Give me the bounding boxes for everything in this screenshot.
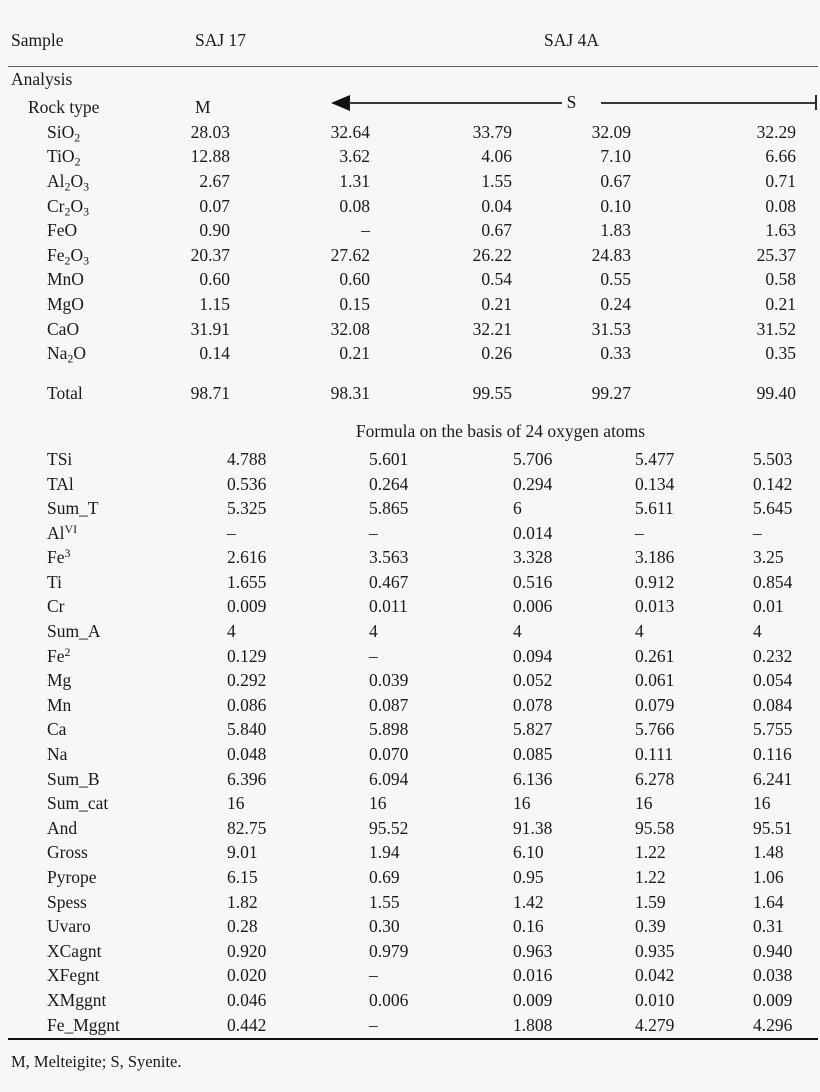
row-label: MgO (47, 293, 84, 314)
cell-value: 3.62 (339, 146, 370, 167)
table-row (8, 693, 818, 718)
row-label: Ti (47, 571, 62, 592)
cell-value: 1.55 (481, 170, 512, 191)
table-row (8, 890, 818, 915)
table-row (8, 120, 818, 145)
cell-value: 4 (753, 621, 762, 642)
cell-value: 25.37 (756, 244, 797, 265)
cell-value: – (753, 522, 762, 543)
cell-value: 0.35 (765, 343, 797, 364)
cell-value: – (227, 522, 236, 543)
cell-value: 0.979 (369, 940, 409, 961)
row-label: Fe$^3$ (47, 546, 71, 568)
cell-value: 0.33 (600, 343, 631, 364)
cell-value: 0.71 (765, 170, 797, 191)
cell-value: 1.15 (199, 293, 230, 314)
row-label: Uvaro (47, 916, 91, 937)
analysis-row (8, 66, 818, 91)
table-row (8, 472, 818, 497)
table-row (8, 939, 818, 964)
data-table (8, 0, 818, 1040)
cell-value: 1.63 (765, 220, 797, 241)
row-label: TSi (47, 448, 73, 469)
cell-value: 4.296 (753, 1014, 793, 1035)
row-label: TiO$_2$ (47, 146, 81, 169)
table-row (8, 865, 818, 890)
cell-value: 0.016 (513, 965, 553, 986)
cell-value: 6.241 (753, 768, 793, 789)
cell-value: 0.054 (753, 670, 793, 691)
cell-value: 6.66 (765, 146, 797, 167)
cell-value: 0.010 (635, 989, 675, 1010)
cell-value: 0.04 (481, 195, 512, 216)
cell-value: – (635, 522, 644, 543)
cell-value: 31.52 (756, 318, 797, 339)
cell-value: 0.31 (753, 916, 784, 937)
cell-value: 3.563 (369, 547, 409, 568)
cell-value: 3.328 (513, 547, 553, 568)
row-label: Cr (47, 596, 65, 617)
cell-value: 0.061 (635, 670, 675, 691)
cell-value: 5.645 (753, 498, 793, 519)
table-row (8, 243, 818, 268)
cell-value: 0.094 (513, 645, 553, 666)
cell-value: 98.71 (190, 382, 230, 403)
cell-value: 0.30 (369, 916, 400, 937)
cell-value: – (369, 645, 378, 666)
table-row (8, 570, 818, 595)
cell-value: 0.90 (199, 220, 230, 241)
row-label: Na (47, 744, 68, 765)
cell-value: 32.08 (330, 318, 370, 339)
cell-value: 0.67 (600, 170, 631, 191)
row-label: CaO (47, 318, 80, 339)
rock-type-m: M (195, 97, 211, 118)
cell-value: 1.82 (227, 891, 258, 912)
cell-value: 95.52 (369, 817, 409, 838)
cell-value: 0.467 (369, 571, 409, 592)
cell-value: 0.58 (765, 269, 797, 290)
cell-value: 0.935 (635, 940, 675, 961)
sample-name-saj17: SAJ 17 (195, 30, 247, 50)
cell-value: 0.21 (765, 293, 797, 314)
cell-value: 0.516 (513, 571, 553, 592)
cell-value: 0.264 (369, 473, 409, 494)
cell-value: 1.48 (753, 842, 784, 863)
cell-value: 0.013 (635, 596, 675, 617)
cell-value: 0.009 (227, 596, 267, 617)
cell-value: 0.940 (753, 940, 793, 961)
cell-value: 7.10 (600, 146, 631, 167)
cell-value: 4 (513, 621, 522, 642)
table-row (8, 169, 818, 194)
cell-value: 95.58 (635, 817, 675, 838)
row-label: Total (47, 382, 83, 403)
table-row (8, 988, 818, 1013)
cell-value: 0.116 (753, 744, 792, 765)
rock-type-s-range (325, 91, 818, 120)
cell-value: 99.40 (756, 382, 797, 403)
row-label: SiO$_2$ (47, 121, 81, 145)
table-row (8, 742, 818, 767)
row-label: Sum_A (47, 621, 101, 642)
cell-value: 27.62 (330, 244, 370, 265)
cell-value: 99.27 (591, 382, 631, 403)
cell-value: 16 (753, 793, 771, 814)
cell-value: 0.28 (227, 916, 258, 937)
table-body (8, 0, 818, 1039)
table-row (8, 644, 818, 669)
table-row (8, 447, 818, 472)
cell-value: 1.31 (339, 170, 370, 191)
table-row (8, 791, 818, 816)
cell-value: 6 (513, 498, 522, 519)
cell-value: 26.22 (472, 244, 512, 265)
cell-value: 32.21 (472, 318, 512, 339)
cell-value: 5.477 (635, 448, 675, 469)
cell-value: 5.706 (513, 448, 553, 469)
cell-value: 6.136 (513, 768, 553, 789)
cell-value: 0.292 (227, 670, 267, 691)
row-label: TAl (47, 473, 74, 494)
cell-value: 0.009 (513, 989, 553, 1010)
table-row (8, 1013, 818, 1038)
cell-value: 3.25 (753, 547, 784, 568)
cell-value: 0.046 (227, 989, 267, 1010)
cell-value: 0.21 (481, 293, 512, 314)
row-label: XCagnt (47, 940, 102, 961)
cell-value: 0.16 (513, 916, 544, 937)
row-label: Ca (47, 719, 67, 740)
cell-value: 0.014 (513, 522, 553, 543)
cell-value: 2.616 (227, 547, 267, 568)
cell-value: 0.60 (199, 269, 230, 290)
row-label: And (47, 817, 78, 838)
cell-value: 9.01 (227, 842, 258, 863)
cell-value: 98.31 (330, 382, 370, 403)
cell-value: 0.15 (339, 293, 370, 314)
cell-value: 0.95 (513, 867, 544, 887)
cell-value: 4.06 (481, 146, 512, 167)
cell-value: 4 (369, 621, 378, 642)
table-row (8, 144, 818, 169)
row-label: Sum_cat (47, 793, 109, 814)
cell-value: 1.22 (635, 867, 666, 887)
row-label: $Na_2O$ (47, 343, 86, 366)
cell-value: 0.912 (635, 571, 675, 592)
cell-value: 5.503 (753, 448, 793, 469)
row-label: Sum_B (47, 768, 100, 789)
cell-value: 28.03 (190, 121, 230, 142)
formula-basis-header: Formula on the basis of 24 oxygen atoms (355, 421, 646, 442)
cell-value: 12.88 (190, 146, 230, 167)
table-row (8, 317, 818, 342)
cell-value: 0.60 (339, 269, 370, 290)
cell-value: 5.601 (369, 448, 409, 469)
cell-value: 0.442 (227, 1014, 267, 1035)
cell-value: 5.325 (227, 498, 267, 519)
row-label: $Fe_2O_3$ (47, 244, 90, 268)
cell-value: 0.07 (199, 195, 230, 216)
cell-value: 0.134 (635, 473, 675, 494)
cell-value: 82.75 (227, 817, 267, 838)
rock-type-s-label: S (566, 92, 577, 113)
cell-value: – (369, 965, 378, 986)
cell-value: 0.039 (369, 670, 409, 691)
row-label: $Al_2O_3$ (47, 170, 90, 194)
table-row (8, 816, 818, 841)
sample-label: Sample (11, 30, 64, 50)
row-label: $Cr_2O_3$ (47, 195, 90, 218)
cell-value: 1.55 (369, 891, 400, 912)
table-footnote: M, Melteigite; S, Syenite. (11, 1052, 182, 1071)
cell-value: 16 (227, 793, 245, 814)
cell-value: 0.26 (481, 343, 512, 364)
rock-type-label: Rock type (28, 97, 100, 118)
row-label: Gross (47, 842, 88, 863)
cell-value: 4 (227, 621, 236, 642)
cell-value: 0.042 (635, 965, 675, 986)
cell-value: 4.279 (635, 1014, 675, 1035)
table-row (8, 767, 818, 792)
cell-value: 0.078 (513, 694, 553, 715)
cell-value: 1.808 (513, 1014, 553, 1035)
sample-name-saj4a: SAJ 4A (544, 30, 599, 50)
cell-value: 6.278 (635, 768, 675, 789)
cell-value: 0.070 (369, 744, 409, 765)
table-row (8, 194, 818, 219)
cell-value: 33.79 (472, 121, 512, 142)
arrow-line-right (601, 102, 816, 103)
cell-value: 1.22 (635, 842, 666, 863)
cell-value: 1.83 (600, 220, 631, 241)
cell-value: 0.232 (753, 645, 793, 666)
header-row-sample (8, 0, 818, 65)
cell-value: 4 (635, 621, 644, 642)
cell-value: 5.766 (635, 719, 675, 740)
cell-value: 0.079 (635, 694, 675, 715)
cell-value: 6.15 (227, 867, 258, 887)
cell-value: 6.396 (227, 768, 267, 789)
cell-value: 95.51 (753, 817, 793, 838)
cell-value: 0.087 (369, 694, 409, 715)
cell-value: 0.08 (339, 195, 370, 216)
table-row (8, 341, 818, 366)
cell-value: – (369, 522, 378, 543)
rock-type-row (8, 91, 818, 120)
cell-value: 0.142 (753, 473, 793, 494)
cell-value: 24.83 (591, 244, 631, 265)
cell-value: 0.14 (199, 343, 230, 364)
cell-value: 0.020 (227, 965, 267, 986)
row-label: FeO (47, 220, 78, 241)
row-label: Mg (47, 670, 72, 691)
cell-value: 0.129 (227, 645, 267, 666)
formula-header-row (8, 405, 818, 447)
cell-value: 0.006 (513, 596, 553, 617)
cell-value: 0.048 (227, 744, 267, 765)
cell-value: 0.294 (513, 473, 553, 494)
cell-value: 6.10 (513, 842, 544, 863)
row-label: Pyrope (47, 867, 97, 887)
cell-value: 0.67 (481, 220, 512, 241)
cell-value: 0.69 (369, 867, 400, 887)
cell-value: 3.186 (635, 547, 675, 568)
cell-value: 6.094 (369, 768, 409, 789)
table-row (8, 668, 818, 693)
cell-value: 32.64 (330, 121, 370, 142)
row-label: Fe$^2$ (47, 644, 71, 666)
cell-value: 91.38 (513, 817, 553, 838)
table-row (8, 545, 818, 570)
cell-value: 16 (513, 793, 531, 814)
cell-value: 5.755 (753, 719, 793, 740)
cell-value: 5.865 (369, 498, 409, 519)
cell-value: 1.94 (369, 842, 400, 863)
cell-value: 1.59 (635, 891, 666, 912)
table-row (8, 218, 818, 243)
analysis-label: Analysis (11, 68, 73, 89)
cell-value: 5.898 (369, 719, 409, 740)
cell-value: 0.10 (600, 195, 631, 216)
cell-value: 0.01 (753, 596, 784, 617)
cell-value: 32.09 (591, 121, 631, 142)
cell-value: 0.261 (635, 645, 675, 666)
cell-value: 2.67 (199, 170, 230, 191)
cell-value: 0.011 (369, 596, 408, 617)
table-row (8, 717, 818, 742)
cell-value: 0.111 (635, 744, 674, 765)
cell-value: 99.55 (472, 382, 512, 403)
row-label: $Al^{VI}$ (47, 521, 78, 543)
cell-value: 31.91 (190, 318, 230, 339)
arrow-right-tick-icon (815, 95, 817, 110)
row-label: Sum_T (47, 498, 99, 519)
cell-value: 0.038 (753, 965, 793, 986)
cell-value: 0.052 (513, 670, 553, 691)
cell-value: 20.37 (190, 244, 230, 265)
table-row (8, 292, 818, 317)
table-row (8, 366, 818, 406)
cell-value: 0.854 (753, 571, 793, 592)
row-label: MnO (47, 269, 84, 290)
cell-value: 0.08 (765, 195, 797, 216)
bottom-rule (8, 1037, 818, 1039)
cell-value: 31.53 (591, 318, 631, 339)
cell-value: – (369, 1014, 378, 1035)
cell-value: 0.963 (513, 940, 553, 961)
cell-value: 1.64 (753, 891, 784, 912)
cell-value: 0.085 (513, 744, 553, 765)
cell-value: 0.24 (600, 293, 631, 314)
table-row (8, 521, 818, 546)
row-label: XMggnt (47, 989, 107, 1010)
row-label: Spess (47, 891, 87, 912)
cell-value: 5.827 (513, 719, 553, 740)
cell-value: 0.084 (753, 694, 793, 715)
cell-value: 0.009 (753, 989, 793, 1010)
cell-value: 0.39 (635, 916, 666, 937)
cell-value: 5.611 (635, 498, 674, 519)
cell-value: 1.42 (513, 891, 544, 912)
row-label: XFegnt (47, 965, 100, 986)
cell-value: 4.788 (227, 448, 267, 469)
cell-value: 0.086 (227, 694, 267, 715)
table-row (8, 594, 818, 619)
cell-value: 0.006 (369, 989, 409, 1010)
cell-value: 16 (369, 793, 387, 814)
cell-value: 0.21 (339, 343, 370, 364)
cell-value: 32.29 (756, 121, 797, 142)
table-row (8, 496, 818, 521)
cell-value: 1.655 (227, 571, 267, 592)
row-label: Mn (47, 694, 72, 715)
cell-value: 0.54 (481, 269, 512, 290)
cell-value: 5.840 (227, 719, 267, 740)
table-row (8, 914, 818, 939)
cell-value: 16 (635, 793, 653, 814)
table-row (8, 619, 818, 644)
table-row (8, 963, 818, 988)
cell-value: 0.536 (227, 473, 267, 494)
cell-value: 1.06 (753, 867, 784, 887)
table-row (8, 267, 818, 292)
cell-value: – (361, 220, 370, 241)
row-label: Fe_Mggnt (47, 1014, 120, 1035)
cell-value: 0.55 (600, 269, 631, 290)
cell-value: 0.920 (227, 940, 267, 961)
table-row (8, 840, 818, 865)
